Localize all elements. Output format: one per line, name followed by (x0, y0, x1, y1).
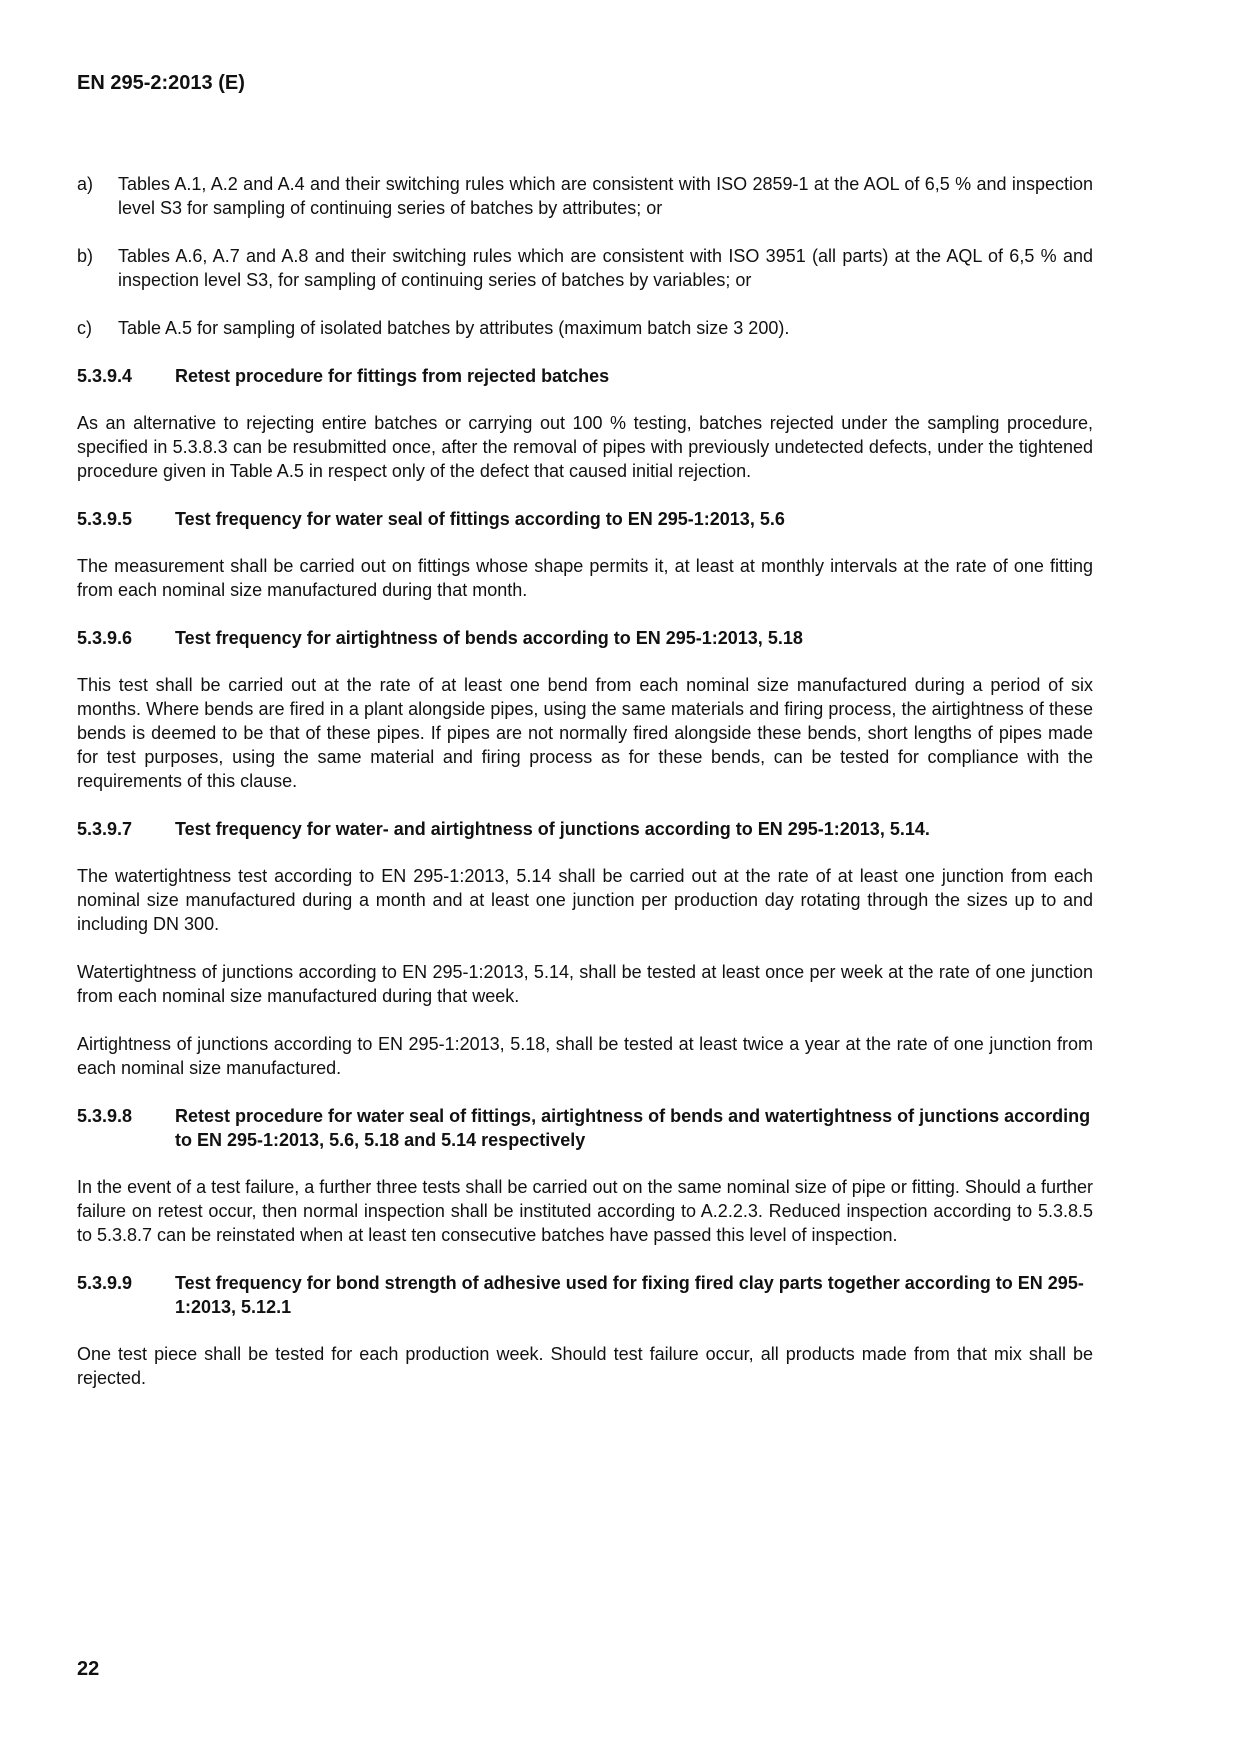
clause-5-3-9-9 (77, 1271, 1093, 1390)
clause-paragraph: One test piece shall be tested for each production week. Should test failure occur, all products made from that mix shall be rejected. (77, 1344, 1093, 1388)
clause-paragraph: As an alternative to rejecting entire batches or carrying out 100 % testing, batches rejected under the sampling procedure, specified in 5.3.8.3 can be resubmitted once, after the removal of pipes with previously undetected defects, under the tightened procedure given in Table A.5 in respect only of the defect that caused initial rejection. (77, 413, 1093, 481)
list-item-text: Tables A.1, A.2 and A.4 and their switching rules which are consistent with ISO 2859-1 at the AOL of 6,5 % and inspection level S3 for sampling of continuing series of batches by attributes; or (118, 174, 1093, 218)
clause-5-3-9-5 (77, 507, 1093, 602)
clause-5-3-9-8 (77, 1104, 1093, 1247)
document-id-header: EN 295-2:2013 (E) (77, 72, 245, 94)
clause-paragraph: Watertightness of junctions according to EN 295-1:2013, 5.14, shall be tested at least once per week at the rate of one junction from each nominal size manufactured during that week. (77, 962, 1093, 1006)
clause-title: Test frequency for airtightness of bends according to EN 295-1:2013, 5.18 (175, 628, 803, 648)
clause-5-3-9-7 (77, 817, 1093, 1080)
clause-title: Retest procedure for fittings from rejected batches (175, 366, 610, 386)
clause-paragraph: Airtightness of junctions according to EN 295-1:2013, 5.18, shall be tested at least twice a year at the rate of one junction from each nominal size manufactured. (77, 1034, 1093, 1078)
clause-heading (77, 817, 1093, 841)
list-item (77, 316, 1093, 340)
clause-title: Test frequency for bond strength of adhesive used for fixing fired clay parts together according to EN 295-1:2013, 5.12.1 (175, 1273, 1084, 1317)
clause-title: Test frequency for water seal of fittings according to EN 295-1:2013, 5.6 (175, 509, 785, 529)
clause-number: 5.3.9.9 (77, 1273, 133, 1293)
list-item-text: Tables A.6, A.7 and A.8 and their switching rules which are consistent with ISO 3951 (all parts) at the AQL of 6,5 % and inspection level S3, for sampling of continuing series of batches by variables; or (118, 246, 1093, 290)
page-body (77, 172, 1093, 1414)
clause-5-3-9-4 (77, 364, 1093, 483)
clause-paragraph: In the event of a test failure, a further three tests shall be carried out on the same nominal size of pipe or fitting. Should a further failure on retest occur, then normal inspection shall be instituted according to A.2.2.3. Reduced inspection according to 5.3.8.5 to 5.3.8.7 can be reinstated when at least ten consecutive batches have passed this level of inspection. (77, 1177, 1093, 1245)
clause-paragraph: The watertightness test according to EN 295-1:2013, 5.14 shall be carried out at the rate of at least one junction from each nominal size manufactured during a month and at least one junction per production day rotating through the sizes up to and including DN 300. (77, 866, 1093, 934)
list-marker: b) (77, 246, 94, 266)
clause-5-3-9-6 (77, 626, 1093, 793)
clause-title: Retest procedure for water seal of fittings, airtightness of bends and watertightness of junctions according to EN 295-1:2013, 5.6, 5.18 and 5.14 respectively (175, 1106, 1091, 1150)
list-marker: c) (77, 318, 92, 338)
clause-number: 5.3.9.5 (77, 509, 133, 529)
list-item (77, 172, 1093, 220)
list-item (77, 244, 1093, 292)
clause-heading (77, 507, 1093, 531)
sampling-options-list (77, 172, 1093, 340)
clause-paragraph: This test shall be carried out at the rate of at least one bend from each nominal size manufactured during a period of six months. Where bends are fired in a plant alongside pipes, using the same materials and firing process, the airtightness of these bends is deemed to be that of these pipes. If pipes are not normally fired alongside these bends, short lengths of pipes made for test purposes, using the same material and firing process as for these bends, can be tested for compliance with the requirements of this clause. (77, 675, 1093, 791)
list-item-text: Table A.5 for sampling of isolated batches by attributes (maximum batch size 3 200). (118, 318, 790, 338)
list-marker: a) (77, 174, 94, 194)
clause-number: 5.3.9.4 (77, 366, 133, 386)
clause-number: 5.3.9.7 (77, 819, 133, 839)
clause-heading (77, 626, 1093, 650)
clause-number: 5.3.9.8 (77, 1106, 133, 1126)
clause-heading (77, 1104, 1093, 1152)
page-number: 22 (77, 1658, 100, 1680)
clause-title: Test frequency for water- and airtightness of junctions according to EN 295-1:2013, 5.14. (175, 819, 930, 839)
clause-heading (77, 364, 1093, 388)
clause-number: 5.3.9.6 (77, 628, 133, 648)
clause-paragraph: The measurement shall be carried out on fittings whose shape permits it, at least at monthly intervals at the rate of one fitting from each nominal size manufactured during that month. (77, 556, 1093, 600)
clause-heading (77, 1271, 1093, 1319)
